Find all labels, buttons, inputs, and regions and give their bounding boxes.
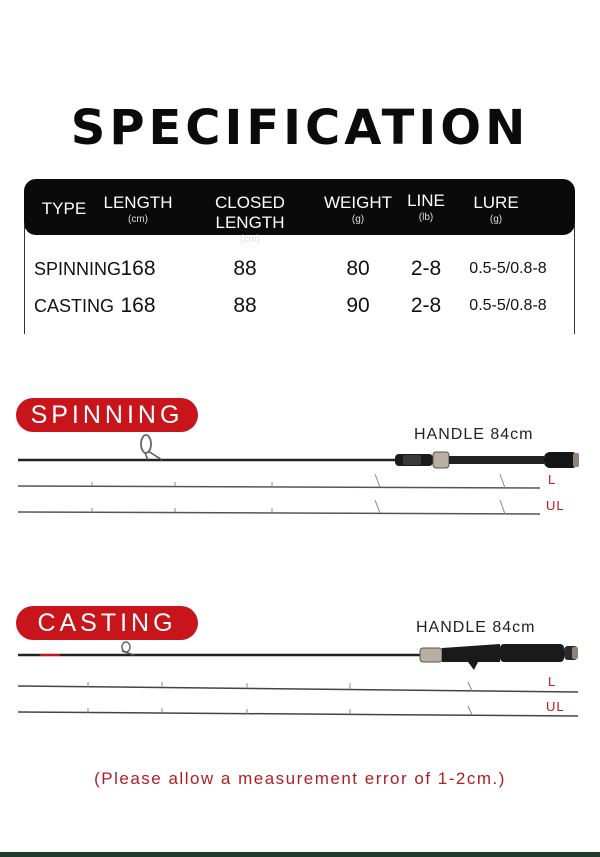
header-weight — [324, 193, 392, 227]
row-spinning-weight: 80 — [346, 257, 370, 280]
casting-tip-l-label: L — [548, 674, 557, 689]
table-border-left — [24, 223, 25, 334]
row-casting-length: 168 — [120, 294, 156, 317]
header-length-label: LENGTH — [103, 193, 173, 212]
header-lure-label: LURE — [473, 193, 519, 212]
header-closed-length-unit: (cm) — [240, 234, 260, 245]
spec-table — [24, 179, 575, 334]
casting-tip-ul-label: UL — [546, 699, 565, 714]
header-length — [102, 193, 174, 227]
row-casting-line: 2-8 — [410, 294, 442, 317]
spinning-rod-illustration — [0, 430, 600, 525]
spinning-handle-icon — [395, 452, 579, 468]
casting-guide-icon — [122, 642, 134, 655]
header-type — [34, 199, 94, 219]
table-header — [24, 179, 575, 245]
header-type-label: TYPE — [41, 199, 87, 218]
spinning-badge: SPINNING — [16, 398, 198, 432]
header-line-label: LINE — [407, 191, 445, 210]
casting-tip-ul — [18, 712, 578, 716]
header-line-unit: (lb) — [418, 212, 434, 223]
casting-rod-illustration — [0, 636, 600, 721]
casting-handle-icon — [420, 644, 578, 670]
header-line — [402, 191, 450, 225]
header-closed-length — [184, 193, 316, 247]
row-casting-closed-length: 88 — [233, 294, 257, 317]
measurement-note: (Please allow a measurement error of 1-2cm.) — [94, 769, 506, 788]
row-casting-weight: 90 — [346, 294, 370, 317]
header-lure — [468, 193, 524, 227]
bottom-bar — [0, 852, 600, 857]
spinning-tip-ul-label: UL — [546, 498, 565, 513]
table-border-right — [574, 223, 575, 334]
row-spinning-length: 168 — [120, 257, 156, 280]
header-length-unit: (cm) — [128, 214, 148, 225]
row-spinning-closed-length: 88 — [233, 257, 257, 280]
header-closed-length-label: CLOSED LENGTH — [215, 193, 285, 232]
casting-handle-label: HANDLE 84cm — [416, 619, 536, 636]
casting-tip-l — [18, 686, 578, 692]
spinning-tip-l-label: L — [548, 472, 557, 487]
header-lure-unit: (g) — [489, 214, 503, 225]
page-title: SPECIFICATION — [70, 100, 530, 156]
row-casting-lure: 0.5-5/0.8-8 — [469, 297, 547, 314]
row-casting-type: CASTING — [34, 296, 115, 316]
spinning-handle-label: HANDLE 84cm — [414, 426, 534, 443]
spinning-tip-ul — [18, 512, 540, 514]
header-weight-unit: (g) — [351, 214, 365, 225]
row-spinning-type: SPINNING — [34, 259, 122, 279]
row-spinning-lure: 0.5-5/0.8-8 — [469, 260, 547, 277]
spinning-guide-icon — [141, 435, 162, 460]
row-spinning-line: 2-8 — [410, 257, 442, 280]
header-weight-label: WEIGHT — [324, 193, 392, 212]
casting-badge: CASTING — [16, 606, 198, 640]
spinning-tip-l — [18, 486, 540, 488]
